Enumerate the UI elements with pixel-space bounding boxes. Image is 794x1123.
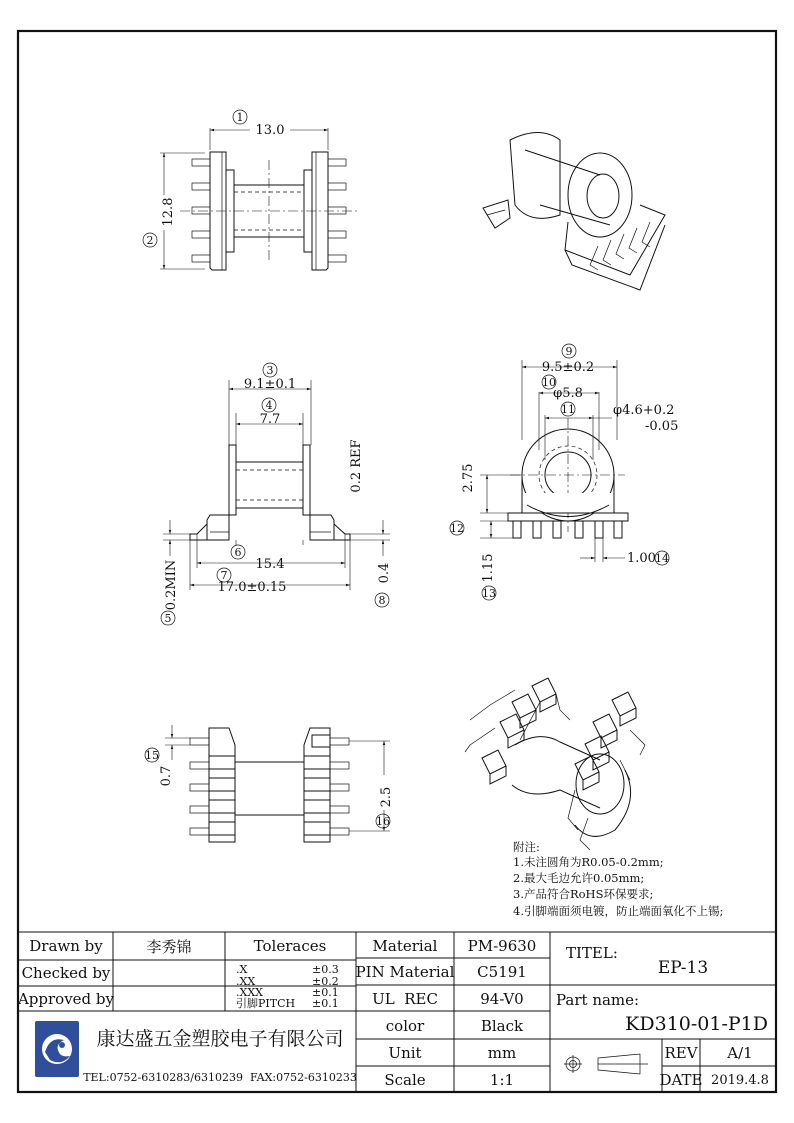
pin-material-value: C5191	[477, 963, 527, 981]
notes-heading: 附注:	[513, 840, 540, 854]
tol-xx: .XX	[236, 975, 256, 988]
scale-label: Scale	[384, 1071, 426, 1089]
dim-0-7: 0.7	[159, 765, 174, 787]
balloon-13: 13	[482, 587, 496, 600]
part-name-value: KD310-01-P1D	[625, 1013, 768, 1035]
date-label: DATE	[659, 1071, 703, 1089]
title-block	[17, 932, 776, 1092]
dim-15-4: 15.4	[255, 557, 285, 572]
material-value: PM-9630	[467, 937, 537, 955]
isometric-view-2	[465, 678, 645, 850]
drawn-by-value: 李秀锦	[146, 938, 192, 956]
dim-0-4: 0.4	[377, 562, 392, 584]
tol-xxx: .XXX	[236, 986, 263, 999]
titel-value: EP-13	[657, 958, 709, 978]
note-1: 1.未注圆角为R0.05-0.2mm;	[513, 855, 664, 869]
unit-label: Unit	[388, 1044, 422, 1062]
dim-9-5: 9.5±0.2	[541, 360, 595, 375]
dim-1-00: 1.00	[627, 551, 656, 566]
dim-phi-4-6: φ4.6+0.2	[613, 403, 675, 418]
balloon-10: 10	[542, 376, 556, 389]
balloon-11: 11	[561, 403, 575, 416]
part-name-label: Part name:	[556, 991, 640, 1009]
approved-by-label: Approved by	[17, 990, 115, 1008]
dim-12-8: 12.8	[161, 197, 176, 227]
ul-value: 94-V0	[480, 990, 524, 1008]
tol-x-value: ±0.3	[312, 963, 339, 976]
dim-7-7: 7.7	[259, 412, 281, 427]
balloon-16: 16	[376, 815, 390, 828]
checked-by-label: Checked by	[21, 964, 111, 982]
ul-label: UL REC	[372, 990, 438, 1008]
notes	[513, 840, 723, 918]
rev-label: REV	[664, 1044, 698, 1062]
dim-2-75: 2.75	[461, 463, 476, 493]
tolerances-label: Toleraces	[253, 937, 327, 955]
front-view	[161, 363, 392, 625]
balloon-4: 4	[265, 399, 273, 412]
dim-0-2-ref: 0.2 REF	[349, 439, 364, 493]
tol-xx-value: ±0.2	[312, 975, 339, 988]
balloon-14: 14	[655, 552, 669, 565]
dim-17-0: 17.0±0.15	[217, 580, 287, 595]
balloon-2: 2	[146, 234, 154, 247]
company-logo	[35, 1021, 79, 1077]
company-contact: TEL:0752-6310283/6310239 FAX:0752-6310233	[83, 1071, 357, 1084]
tol-pitch: 引脚PITCH	[236, 997, 296, 1010]
dim-13: 13.0	[255, 123, 285, 138]
dim-2-5: 2.5	[379, 786, 394, 808]
dim-phi-5-8: φ5.8	[553, 386, 583, 401]
dim-1-15: 1.15	[481, 553, 496, 583]
isometric-view-1	[483, 133, 665, 291]
date-value: 2019.4.8	[711, 1073, 769, 1088]
scale-value: 1:1	[489, 1071, 515, 1089]
bottom-view	[145, 725, 394, 842]
tol-x: .X	[236, 963, 248, 976]
dim-phi-4-6-lower: -0.05	[645, 419, 679, 434]
pin-material-label: PIN Material	[355, 963, 455, 981]
balloon-8: 8	[378, 594, 386, 607]
note-3: 3.产品符合RoHS环保要求;	[513, 887, 654, 901]
titel-label: TITEL:	[566, 944, 618, 962]
balloon-15: 15	[145, 749, 159, 762]
note-2: 2.最大毛边允许0.05mm;	[513, 871, 645, 885]
projection-symbol	[564, 1054, 648, 1074]
note-4: 4.引脚端面须电镀，防止端面氧化不上锡;	[513, 904, 724, 918]
dim-9-1: 9.1±0.1	[243, 377, 297, 392]
color-label: color	[385, 1017, 425, 1035]
balloon-1: 1	[236, 111, 244, 124]
tol-pitch-value: ±0.1	[312, 997, 339, 1010]
balloon-3: 3	[266, 364, 274, 377]
dim-0-2-min: 0.2MIN	[164, 559, 179, 611]
balloon-7: 7	[220, 569, 228, 582]
balloon-12: 12	[450, 522, 464, 535]
rev-value: A/1	[727, 1044, 753, 1062]
balloon-5: 5	[164, 612, 172, 625]
material-label: Material	[372, 937, 438, 955]
tol-xxx-value: ±0.1	[312, 986, 339, 999]
drawn-by-label: Drawn by	[29, 937, 103, 955]
top-view	[143, 110, 360, 270]
unit-value: mm	[487, 1044, 517, 1062]
company-name: 康达盛五金塑胶电子有限公司	[96, 1028, 344, 1050]
color-value: Black	[480, 1017, 524, 1035]
balloon-9: 9	[565, 345, 573, 358]
side-view	[450, 344, 678, 600]
balloon-6: 6	[234, 546, 242, 559]
